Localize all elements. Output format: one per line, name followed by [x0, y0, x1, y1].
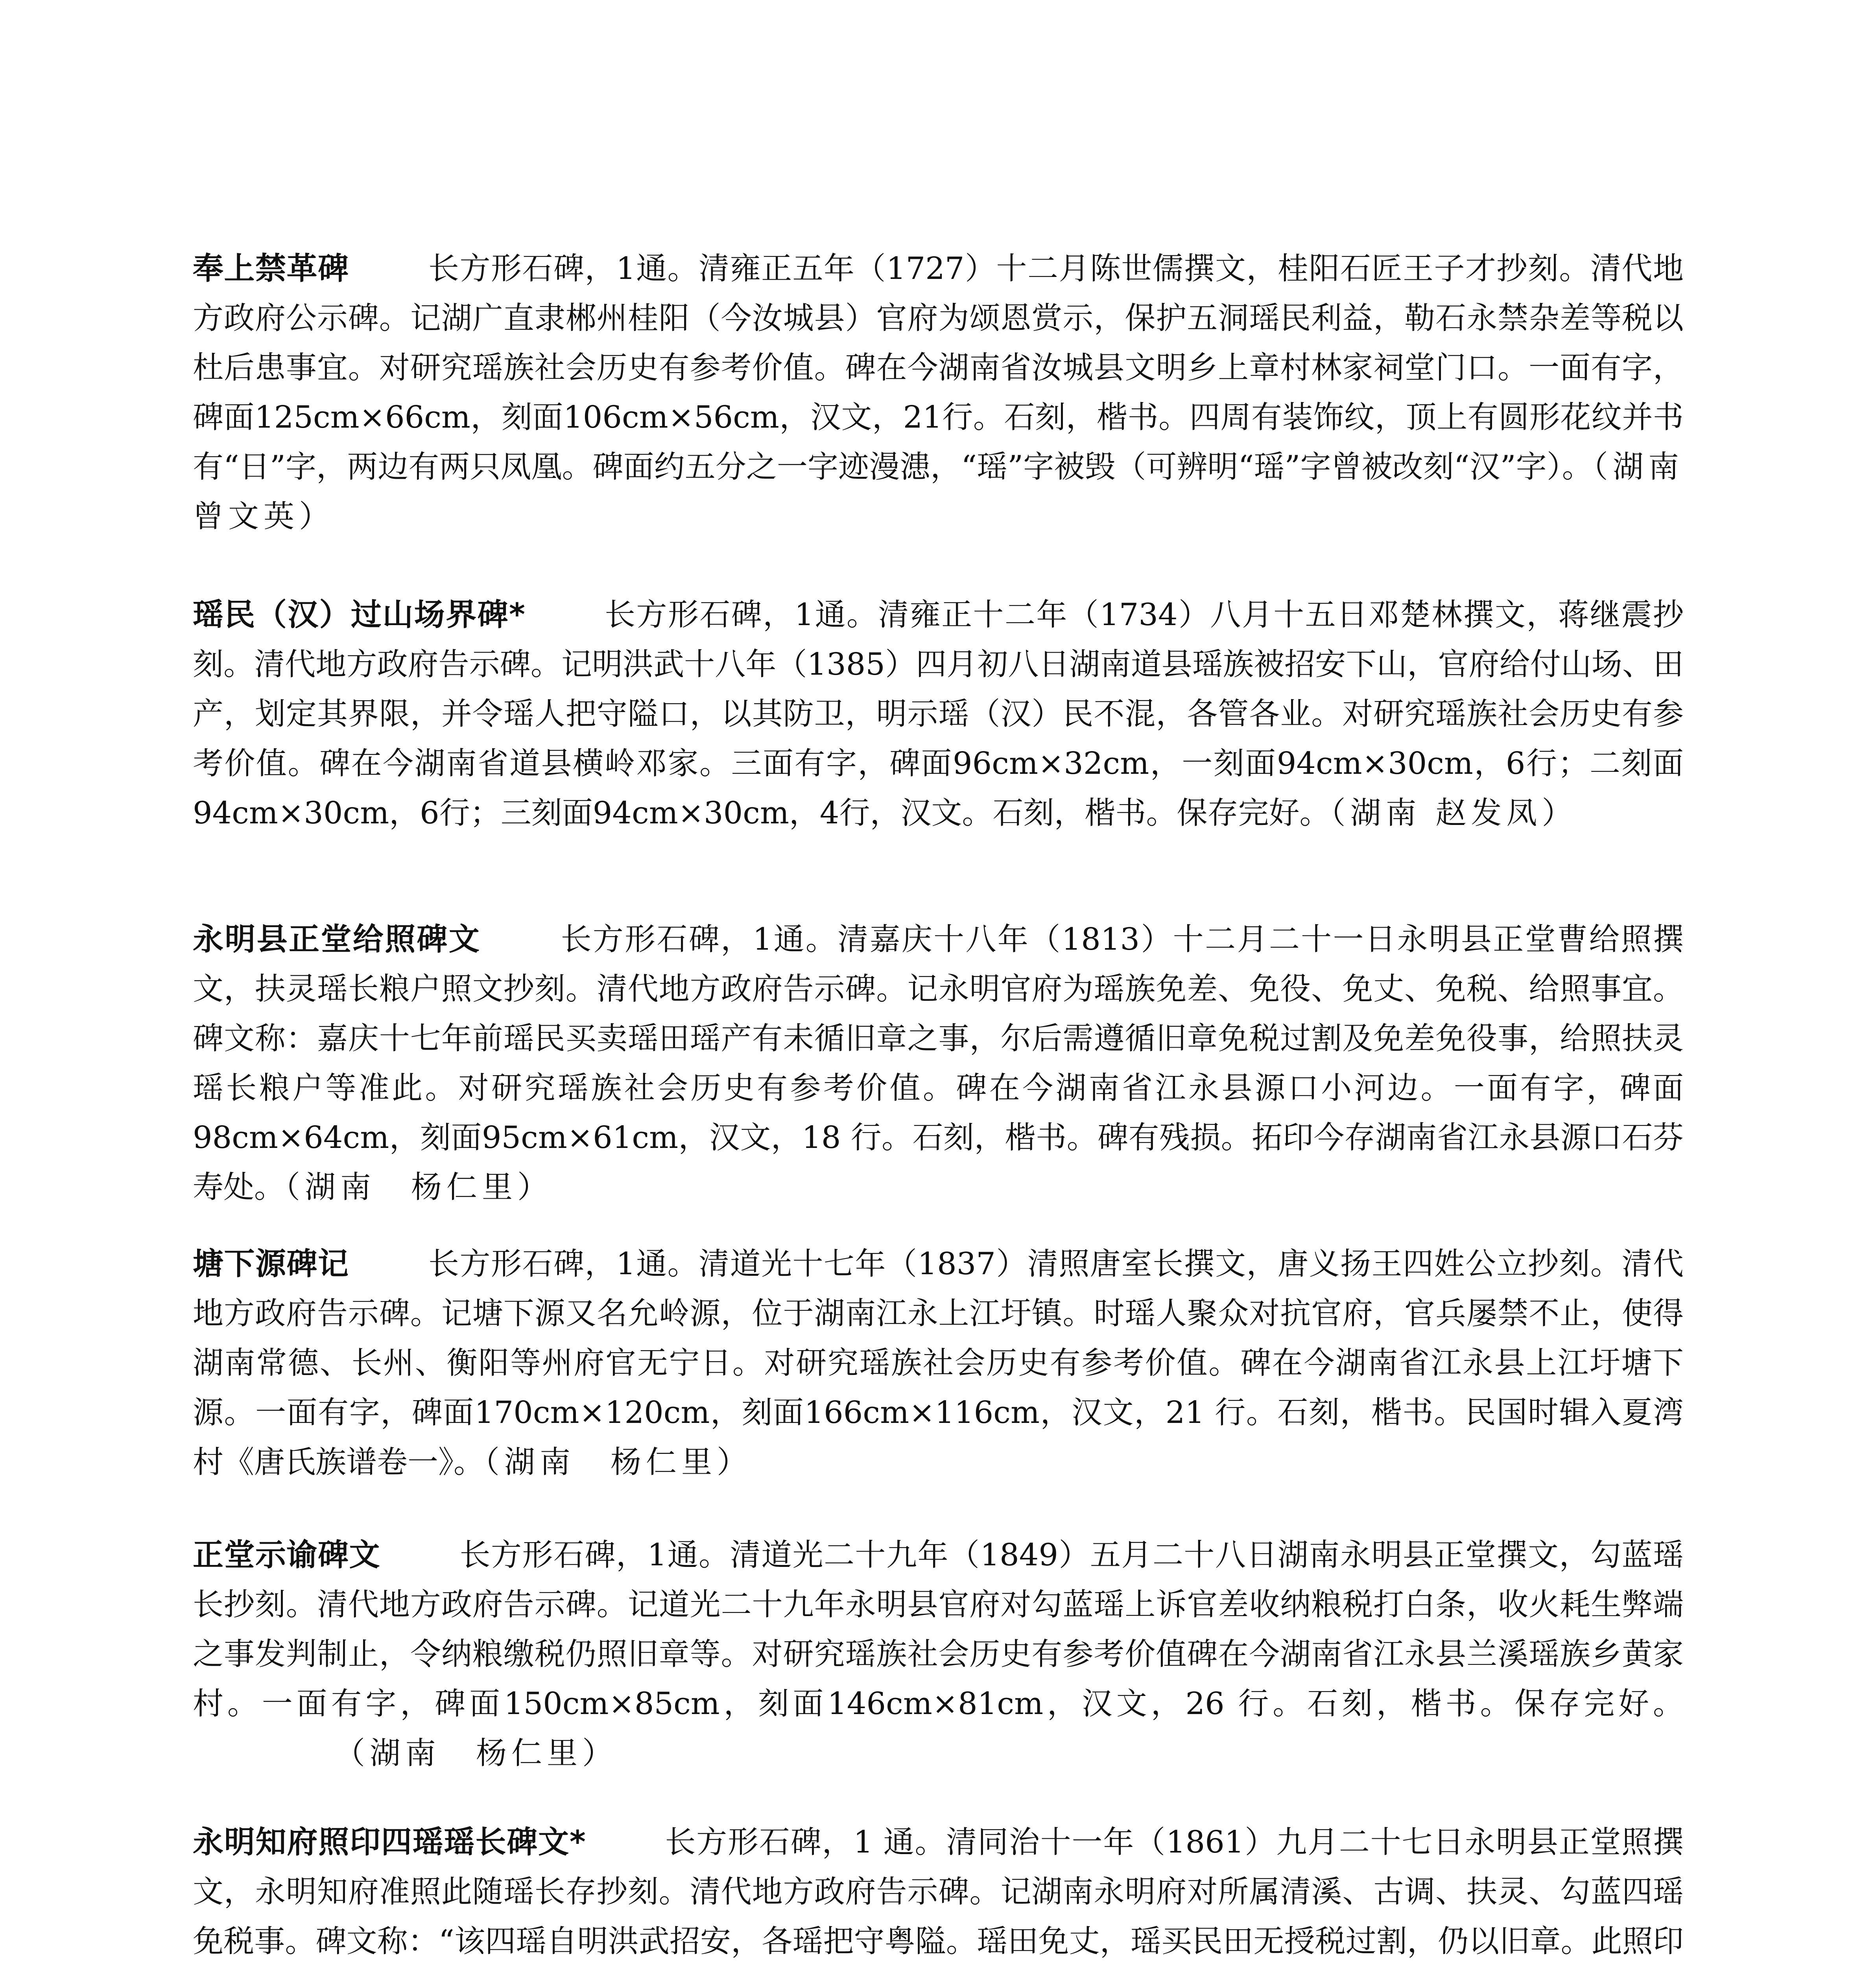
- entry-body: 长方形石碑，1通。清雍正五年（1727）十二月陈世儒撰文，桂阳石匠王子才抄刻。清代地方政府公示碑。记湖广直隶郴州桂阳（今汝城县）官府为颂恩赏示，保护五洞瑶民利益，勒石永禁杂差等税以杜后患事宜。对研究瑶族社会历史有参考价值。碑在今湖南省汝城县文明乡上章村林家祠堂门口。一面有字，碑面125cm×66cm，刻面106cm×56cm，汉文，21行。石刻，楷书。四周有装饰纹，顶上有圆形花纹并书有“日”字，两边有两只凤凰。碑面约五分之一字迹漫漶，“瑶”字被毁（可辨明“瑶”字曾被改刻“汉”字）。: [193, 251, 1684, 485]
- entry-body: 长方形石碑，1通。清道光二十九年（1849）五月二十八日湖南永明县正堂撰文，勾蓝瑶长抄刻。清代地方政府告示碑。记道光二十九年永明县官府对勾蓝瑶上诉官差收纳粮税打白条，收火耗生弊端之事发判制止，令纳粮缴税仍照旧章等。对研究瑶族社会历史有参考价值碑在今湖南省江永县兰溪瑶族乡黄家村。一面有字，碑面150cm×85cm，刻面146cm×81cm，汉文，26 行。石刻，楷书。保存完好。: [193, 1537, 1684, 1722]
- entry-1: [193, 244, 1719, 541]
- entry-title: 永明知府照印四瑶瑶长碑文*: [193, 1825, 586, 1860]
- entry-title: 瑶民（汉）过山场界碑*: [193, 597, 525, 633]
- entry-5: [193, 1530, 1684, 1778]
- entry-body: 长方形石碑，1 通。清同治十一年（1861）九月二十七日永明县正堂照撰文，永明知府准照此随瑶长存抄刻。清代地方政府告示碑。记湖南永明府对所属清溪、古调、扶灵、勾蓝四瑶免税事。碑文称：“该四瑶自明洪武招安，各瑶把守粤隘。瑶田免丈，瑶买民田无授税过割，仍以旧章。此照印: [193, 1825, 1684, 1959]
- entry-credit: （湖南 杨仁里）: [334, 1736, 618, 1771]
- entry-body: 长方形石碑，1通。清嘉庆十八年（1813）十二月二十一日永明县正堂曹给照撰文，扶灵瑶长粮户照文抄刻。清代地方政府告示碑。记永明官府为瑶族免差、免役、免丈、免税、给照事宜。碑文称：嘉庆十七年前瑶民买卖瑶田瑶产有未循旧章之事，尔后需遵循旧章免税过割及免差免役事，给照扶灵瑶长粮户等准此。对研究瑶族社会历史有参考价值。碑在今湖南省江永县源口小河边。一面有字，碑面 98cm×64cm，刻面95cm×61cm，汉文，18 行。石刻，楷书。碑有残损。拓印今存湖南省江永县源口石芬寿处。: [193, 922, 1684, 1205]
- entry-3: [193, 915, 1684, 1212]
- entry-title: 奉上禁革碑: [193, 251, 349, 286]
- entry-4: [193, 1239, 1684, 1487]
- entry-body: 长方形石碑，1通。清雍正十二年（1734）八月十五日邓楚林撰文，蒋继震抄刻。清代地方政府告示碑。记明洪武十八年（1385）四月初八日湖南道县瑶族被招安下山，官府给付山场、田产，划定其界限，并令瑶人把守隘口，以其防卫，明示瑶（汉）民不混，各管各业。对研究瑶族社会历史有参考价值。碑在今湖南省道县横岭邓家。三面有字，碑面96cm×32cm，一刻面94cm×30cm，6行；二刻面94cm×30cm，6行；三刻面94cm×30cm，4行，汉文。石刻，楷书。保存完好。: [193, 597, 1684, 831]
- entry-title: 永明县正堂给照碑文: [193, 922, 481, 957]
- entry-credit: （湖南 杨仁里）: [285, 1170, 553, 1205]
- entry-title: 塘下源碑记: [193, 1246, 349, 1282]
- entry-title: 正堂示谕碑文: [193, 1537, 380, 1573]
- entry-credit: （湖南 杨仁里）: [484, 1445, 753, 1480]
- entry-body: 长方形石碑，1通。清道光十七年（1837）清照唐室长撰文，唐义扬王四姓公立抄刻。清代地方政府告示碑。记塘下源又名允岭源，位于湖南江永上江圩镇。时瑶人聚众对抗官府，官兵屡禁不止，使得湖南常德、长州、衡阳等州府官无宁日。对研究瑶族社会历史有参考价值。碑在今湖南省江永县上江圩塘下源。一面有字，碑面170cm×120cm，刻面166cm×116cm，汉文，21 行。石刻，楷书。民国时辑入夏湾村《唐氏族谱卷一》。: [193, 1246, 1684, 1480]
- entry-credit: （湖南 赵发凤）: [1330, 795, 1577, 831]
- entry-6: [193, 1818, 1684, 1967]
- entry-credit: （湖南 曾文英）: [193, 449, 1719, 534]
- entry-2: [193, 590, 1684, 838]
